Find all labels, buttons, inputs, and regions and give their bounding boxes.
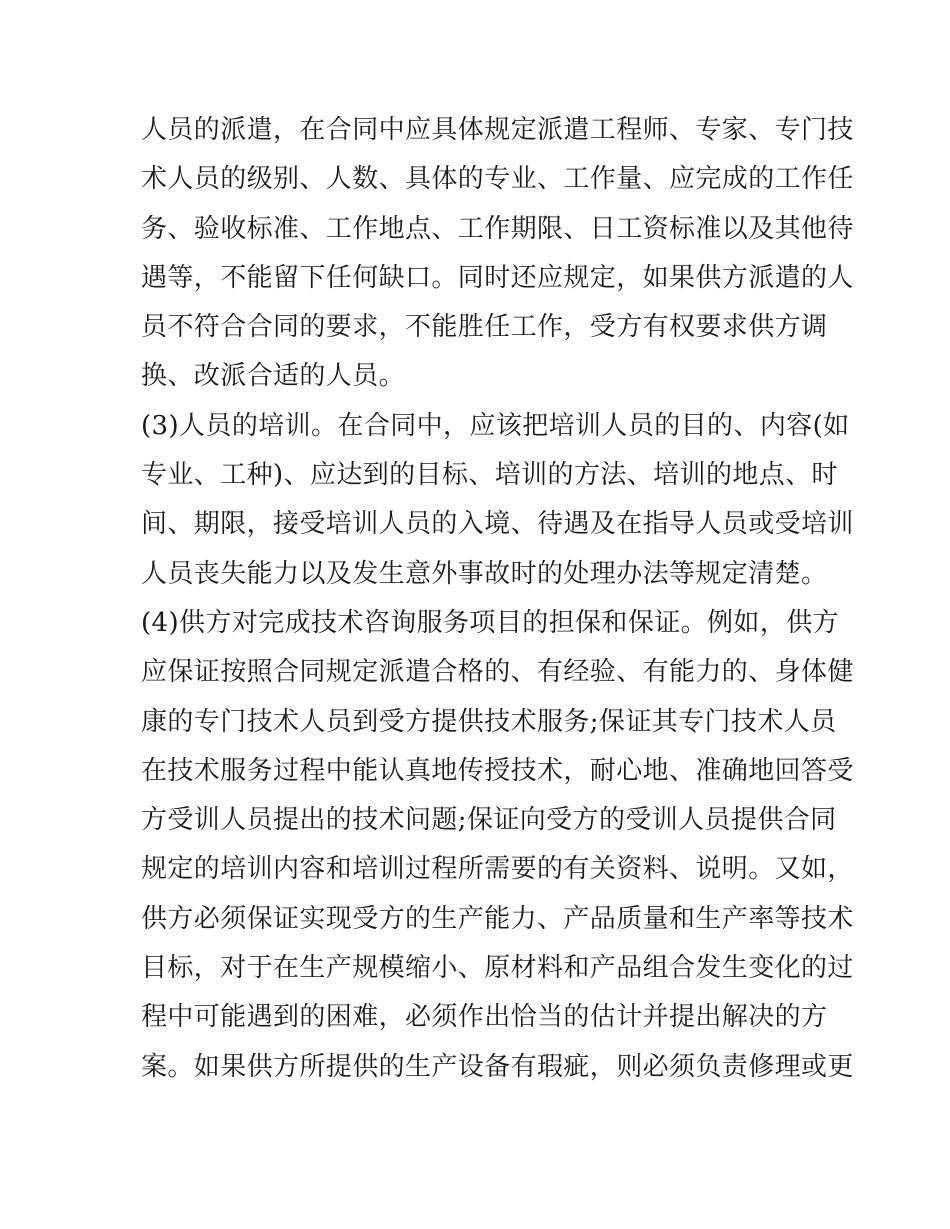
text-line: 案。如果供方所提供的生产设备有瑕疵，则必须负责修理或更 [141, 1051, 854, 1082]
text-line: 人员的派遣，在合同中应具体规定派遣工程师、专家、专门技 [141, 115, 854, 145]
text-line: 间、期限，接受培训人员的入境、待遇及在指导人员或受培训 [141, 509, 854, 540]
text-line: 程中可能遇到的困难，必须作出恰当的估计并提出解决的方 [141, 1002, 828, 1033]
text-line: 专业、工种)、应达到的目标、培训的方法、培训的地点、时 [141, 460, 838, 491]
text-line: 应保证按照合同规定派遣合格的、有经验、有能力的、身体健 [141, 657, 854, 688]
text-line: 在技术服务过程中能认真地传授技术，耐心地、准确地回答受 [141, 755, 854, 786]
text-line: 遇等，不能留下任何缺口。同时还应规定，如果供方派遣的人 [141, 262, 854, 293]
text-line: 方受训人员提出的技术问题;保证向受方的受训人员提供合同 [141, 805, 837, 836]
text-line: 人员丧失能力以及发生意外事故时的处理办法等规定清楚。 [141, 558, 828, 589]
text-line: (3)人员的培训。在合同中，应该把培训人员的目的、内容(如 [141, 410, 850, 441]
body-text [141, 106, 854, 1092]
text-line: 供方必须保证实现受方的生产能力、产品质量和生产率等技术 [141, 903, 854, 934]
text-line: 规定的培训内容和培训过程所需要的有关资料、说明。又如， [141, 854, 854, 885]
text-line: 康的专门技术人员到受方提供技术服务;保证其专门技术人员 [141, 706, 837, 737]
text-line: (4)供方对完成技术咨询服务项目的担保和保证。例如，供方 [141, 607, 840, 638]
text-line: 员不符合合同的要求，不能胜任工作，受方有权要求供方调 [141, 312, 828, 343]
text-line: 术人员的级别、人数、具体的专业、工作量、应完成的工作任 [141, 164, 854, 195]
text-line: 换、改派合适的人员。 [141, 361, 406, 392]
text-line: 目标，对于在生产规模缩小、原材料和产品组合发生变化的过 [141, 953, 854, 984]
text-line: 务、验收标准、工作地点、工作期限、日工资标准以及其他待 [141, 213, 854, 244]
